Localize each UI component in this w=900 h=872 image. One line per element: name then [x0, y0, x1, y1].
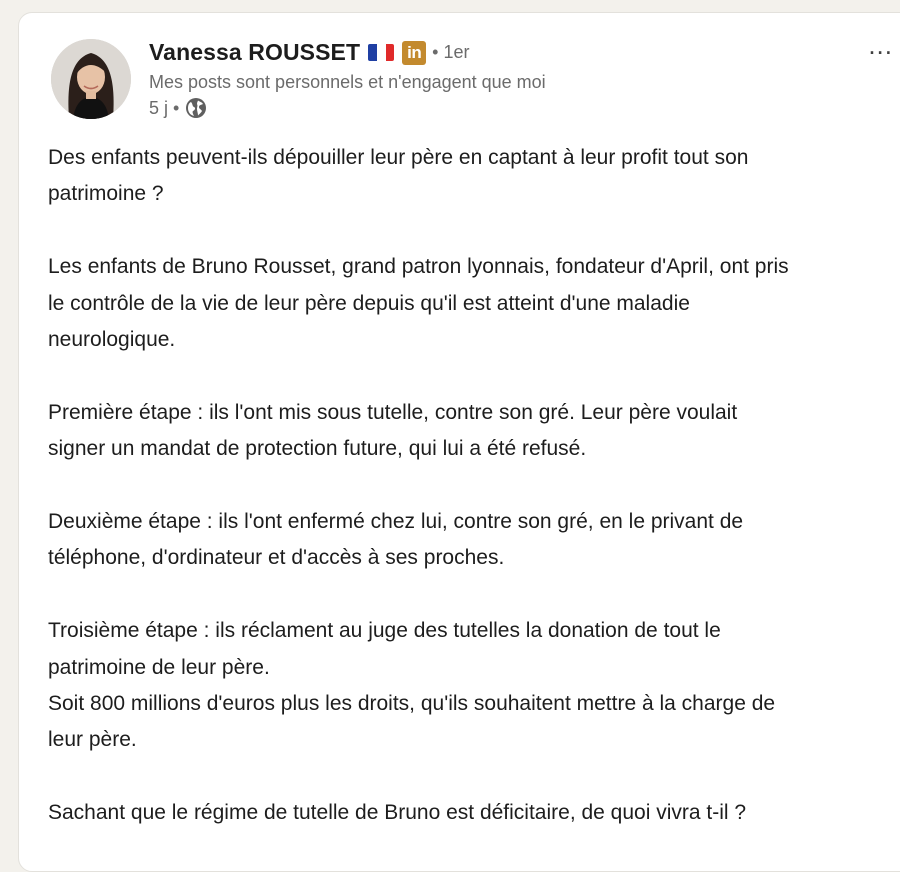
- meta-separator: •: [173, 97, 180, 118]
- avatar[interactable]: [51, 39, 131, 119]
- post-paragraph: [48, 795, 900, 831]
- post-time[interactable]: 5 j: [149, 97, 169, 118]
- post-paragraph: [48, 504, 900, 577]
- avatar-photo: [51, 39, 131, 119]
- author-headline: Mes posts sont personnels et n'engagent que moi: [149, 72, 546, 92]
- author-name[interactable]: Vanessa ROUSSET: [149, 39, 361, 65]
- post-meta: [149, 97, 207, 119]
- post-line: le contrôle de la vie de leur père depuis qu'il est atteint d'une maladie: [48, 291, 690, 315]
- post-line: signer un mandat de protection future, qui lui a été refusé.: [48, 437, 587, 461]
- post-line: patrimoine ?: [48, 182, 164, 206]
- french-flag-icon: [368, 44, 394, 61]
- post-text: [48, 140, 900, 868]
- post-line: Les enfants de Bruno Rousset, grand patron lyonnais, fondateur d'April, ont pris: [48, 255, 789, 279]
- degree-separator: •: [432, 42, 439, 62]
- connection-degree: 1er: [443, 42, 470, 62]
- post-line: leur père.: [48, 728, 137, 752]
- post-line: Première étape : ils l'ont mis sous tutelle, contre son gré. Leur père voulait: [48, 400, 738, 424]
- post-paragraph: [48, 613, 900, 759]
- linkedin-icon: in: [402, 41, 426, 65]
- more-options-button[interactable]: ...: [868, 30, 893, 60]
- post-card: [18, 12, 900, 872]
- post-line: Soit 800 millions d'euros plus les droits, qu'ils souhaitent mettre à la charge de: [48, 692, 776, 716]
- post-line: téléphone, d'ordinateur et d'accès à ses proches.: [48, 546, 505, 570]
- author-line: [149, 39, 469, 66]
- post-paragraph: [48, 140, 900, 213]
- post-paragraph: [48, 249, 900, 358]
- post-line: Troisième étape : ils réclament au juge des tutelles la donation de tout le: [48, 619, 721, 643]
- post-line: Sachant que le régime de tutelle de Bruno est déficitaire, de quoi vivra t-il ?: [48, 801, 747, 825]
- post-line: neurologique.: [48, 328, 176, 352]
- globe-icon: [185, 97, 207, 119]
- post-line: patrimoine de leur père.: [48, 655, 270, 679]
- post-paragraph: [48, 395, 900, 468]
- post-line: Deuxième étape : ils l'ont enfermé chez lui, contre son gré, en le privant de: [48, 510, 744, 534]
- post-line: Des enfants peuvent-ils dépouiller leur père en captant à leur profit tout son: [48, 146, 749, 169]
